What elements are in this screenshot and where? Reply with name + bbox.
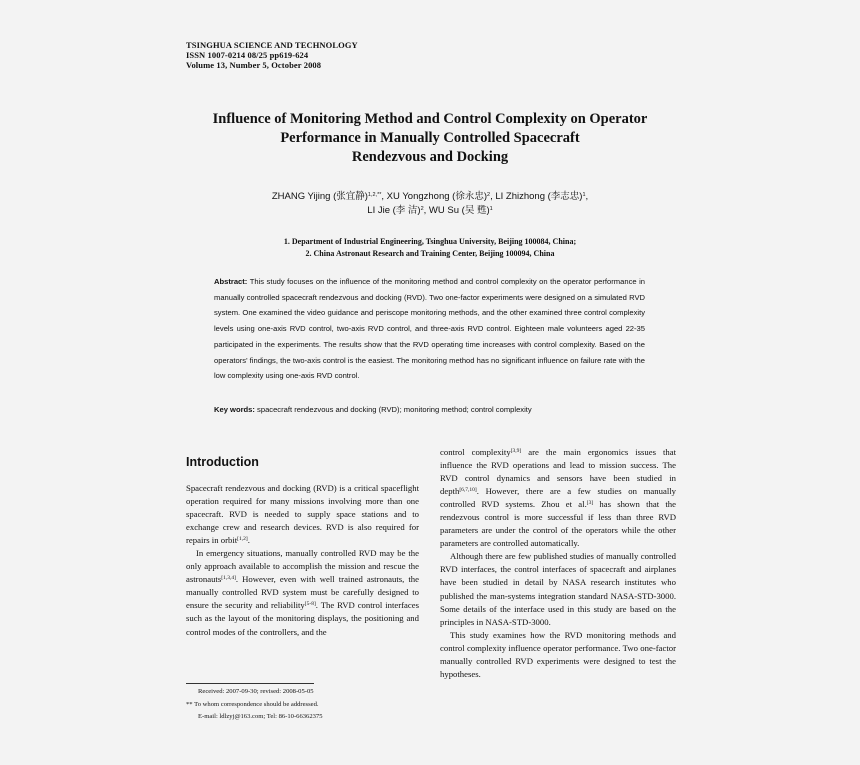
paragraph-text: . The RVD control interfaces such as the layout of the monitoring displays, the positioning and control modes of the controllers, and the — [186, 600, 419, 637]
paragraph-text: . — [247, 535, 250, 546]
citation: [3] — [586, 500, 594, 507]
keywords — [214, 404, 654, 416]
journal-header — [186, 40, 358, 70]
author-affil-mark: 1,2,** — [367, 192, 382, 198]
journal-volume: Volume 13, Number 5, October 2008 — [186, 60, 322, 70]
title-line-1: Influence of Monitoring Method and Control Complexity on Operator — [212, 111, 648, 127]
citation: [6,7,10] — [459, 487, 477, 494]
footnote-divider — [186, 683, 314, 684]
paragraph-text: . However, even with well trained astronauts, the manually controlled RVD system must be carefully designed to ensure the security and reliability — [186, 574, 419, 611]
abstract-label: Abstract: — [214, 277, 248, 286]
citation: [5-8] — [304, 601, 316, 608]
author-line-1 — [200, 190, 660, 204]
paper-title — [170, 110, 690, 167]
author-name: LI Jie (李 洁) — [367, 205, 421, 216]
author-name: , WU Su (吴 甦) — [423, 205, 490, 216]
intro-paragraph-4: This study examines how the RVD monitoring methods and control complexity influence operator performance. Two one-factor manually controlled RVD experiments were designed to test the hypotheses. — [440, 629, 676, 679]
intro-paragraph-3: Although there are few published studies of manually controlled RVD interfaces, the control interfaces of spacecraft and airplanes have been studied in detail by NASA research institutes who published the man-systems integration standard NASA-STD-3000. Some details of the interface used in this study are based on the principles in NASA-STD-3000. — [440, 551, 676, 627]
footnote-correspondence: ** To whom correspondence should be addressed. — [186, 700, 319, 708]
footnotes — [186, 686, 323, 724]
paragraph-text: Spacecraft rendezvous and docking (RVD) is a critical spaceflight operation required for many missions involving more than one spacecraft. RVD is needed to supply space stations and to exchange crew and research devices. RVD is also required for repairs in orbit — [186, 483, 419, 546]
keywords-label: Key words: — [214, 405, 255, 414]
affiliations — [200, 236, 660, 260]
author-separator: , — [585, 191, 589, 202]
title-line-3: Rendezvous and Docking — [351, 149, 509, 165]
intro-paragraph-2-continued — [440, 446, 676, 550]
intro-paragraph-1 — [186, 482, 419, 547]
paragraph-text: are the main ergonomics issues that influence the RVD operations and lead to mission success. The RVD control dynamics and sensors have been studied in depth — [440, 447, 676, 497]
author-list — [200, 190, 660, 218]
citation: [3,9] — [510, 448, 522, 454]
author-name: ZHANG Yijing (张宜静) — [271, 191, 368, 202]
intro-paragraph-2 — [186, 547, 419, 638]
title-line-2: Performance in Manually Controlled Spacecraft — [280, 130, 580, 146]
journal-issn: ISSN 1007-0214 08/25 pp619-624 — [186, 50, 309, 60]
author-affil-mark: 1 — [582, 192, 586, 198]
affiliation-1: 1. Department of Industrial Engineering, Tsinghua University, Beijing 100084, China; — [283, 237, 577, 246]
citation: [1,3,4] — [221, 575, 236, 582]
author-name: , XU Yongzhong (徐永忠) — [381, 191, 487, 202]
footnote-received: Received: 2007-09-30; revised: 2008-05-05 — [198, 688, 314, 695]
author-affil-mark: 1 — [489, 206, 493, 212]
section-heading-introduction: Introduction — [186, 455, 259, 469]
abstract-text: This study focuses on the influence of the monitoring method and control complexity on the operator performance in manually controlled spacecraft rendezvous and docking (RVD). Two one-factor experiments were designed on a simulated RVD system. One examined the video guidance and periscope monitoring methods, and the other examined three control complexity levels using one-axis RVD control, two-axis RVD control, and three-axis RVD control. Eighteen male volunteers aged 22-35 participated in the experiments. The results show that the RVD operating time increases with control complexity. Based on the operators' findings, the two-axis control is the easiest. The monitoring method has no significant influence on failure rate with the low complexity using one-axis RVD control. — [214, 277, 645, 381]
paragraph-text: . However, there are a few studies on manually controlled RVD systems. Zhou et al. — [440, 486, 676, 510]
keywords-text: spacecraft rendezvous and docking (RVD); monitoring method; control complexity — [254, 405, 532, 414]
journal-name: TSINGHUA SCIENCE AND TECHNOLOGY — [186, 40, 358, 50]
affiliation-2: 2. China Astronaut Research and Training Center, Beijing 100094, China — [305, 249, 555, 258]
author-line-2 — [200, 204, 660, 218]
author-affil-mark: 2 — [487, 192, 491, 198]
author-name: , LI Zhizhong (李志忠) — [490, 191, 583, 202]
citation: [1,2] — [237, 536, 248, 543]
paragraph-text: control complexity — [440, 447, 511, 457]
right-column — [440, 446, 676, 681]
author-affil-mark: 2 — [420, 206, 424, 212]
footnote-email: E-mail: ldlzyj@163.com; Tel: 86-10-66362375 — [198, 713, 323, 720]
paragraph-text: In emergency situations, manually controlled RVD may be the only approach available to accomplish the mission and rescue the astronauts — [186, 548, 419, 585]
left-column — [186, 482, 419, 639]
abstract — [214, 274, 645, 384]
paragraph-text: has shown that the rendezvous control is more successful if less than three RVD parameters are under the control of the operators while the other parameters are controlled automatically. — [440, 499, 676, 549]
